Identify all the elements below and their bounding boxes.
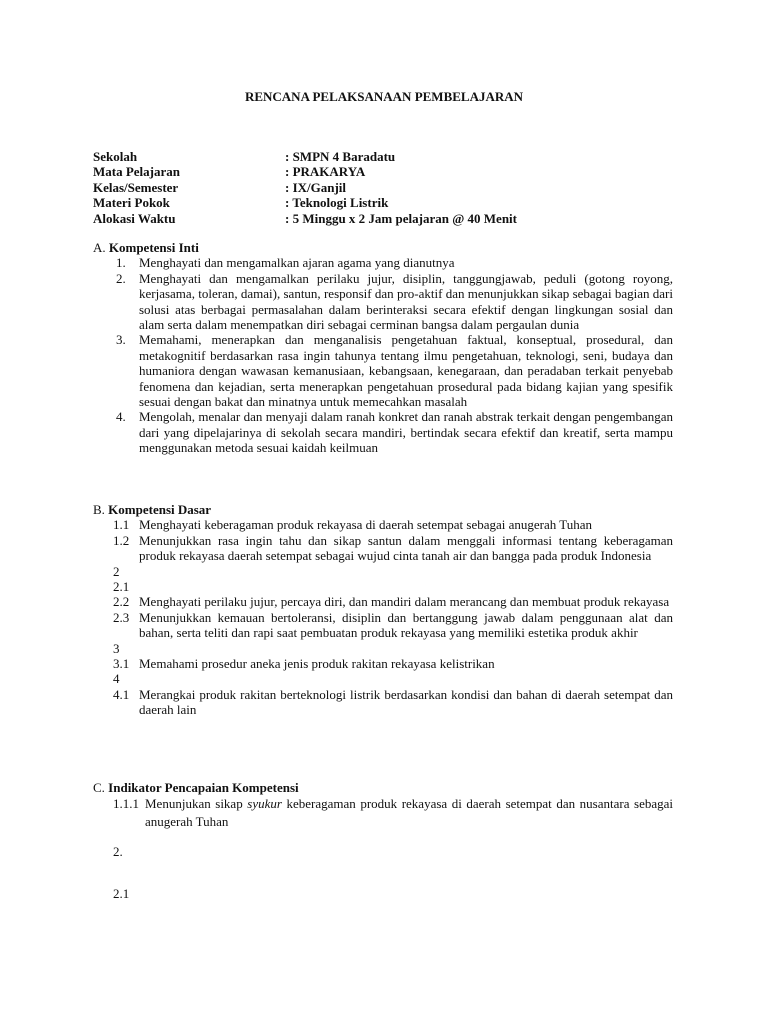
item-text: Merangkai produk rakitan berteknologi listrik berdasarkan kondisi dan bahan di daerah setempat dan daerah lain <box>139 686 673 718</box>
item-text: Menghayati keberagaman produk rekayasa di daerah setempat sebagai anugerah Tuhan <box>139 517 593 533</box>
item-text: Menghayati perilaku jujur, percaya diri, dan mandiri dalam merancang dan membuat produk rekayasa <box>139 594 670 610</box>
identity-block <box>93 149 517 226</box>
item-number: 3. <box>116 332 126 348</box>
item-text: Menunjukan sikap <box>145 796 248 812</box>
item-number: 2. <box>116 270 126 286</box>
info-value: : PRAKARYA <box>285 164 366 180</box>
info-value: : IX/Ganjil <box>285 179 347 195</box>
item-text-italic: syukur <box>247 796 282 812</box>
item-number: 3.1 <box>113 656 130 671</box>
list-item: 2.1 <box>113 885 130 901</box>
item-number: 1.1.1 <box>113 796 139 812</box>
item-text: Menghayati dan mengamalkan ajaran agama yang dianutnya <box>139 255 455 271</box>
item-text: Menunjukkan kemauan bertoleransi, disiplin dan bertanggung jawab dalam penggunaan alat dan bahan, serta teliti dan rapi saat pembuatan produk rekayasa yang memiliki estetika produk akhir <box>139 609 673 641</box>
list-item <box>93 610 673 641</box>
section-letter: A. <box>93 240 106 255</box>
list-item <box>93 255 673 270</box>
item-text: keberagaman produk rekayasa di daerah setempat dan nusantara sebagai anugerah Tuhan <box>145 796 674 830</box>
section-kompetensi-inti <box>93 240 673 456</box>
list-item <box>93 271 673 333</box>
item-text: Menghayati dan mengamalkan perilaku jujur, disiplin, tanggungjawab, peduli (gotong royong, kerjasama, toleran, damai), santun, responsif dan pro-aktif dan menunjukkan sikap sebagai bagian dari solusi atas berbagai permasalahan dalam berinteraksi secara efektif dengan lingkungan sosial dan alam serta dalam menempatkan diri sebagai cerminan bangsa dalam pergaulan dunia <box>139 270 673 333</box>
list-item <box>93 594 673 609</box>
item-text: Menunjukkan rasa ingin tahu dan sikap santun dalam menggali informasi tentang keberagaman produk rekayasa daerah setempat sebagai wujud cinta tanah air dan bangga pada produk Indonesia <box>139 532 673 564</box>
section-heading <box>93 780 673 795</box>
item-number: 4.1 <box>113 686 130 702</box>
section-letter: C. <box>93 780 105 795</box>
info-label: Kelas/Semester <box>93 179 179 195</box>
info-label: Materi Pokok <box>93 195 170 211</box>
info-value: : SMPN 4 Baradatu <box>285 149 396 164</box>
list-item <box>93 671 673 686</box>
list-item <box>93 795 673 831</box>
item-number: 2.3 <box>113 609 130 625</box>
info-row-alokasi-waktu <box>93 211 517 226</box>
section-heading <box>93 502 673 517</box>
info-row-mata-pelajaran <box>93 164 517 179</box>
item-text: Memahami, menerapkan dan menganalisis pengetahuan faktual, konseptual, prosedural, dan metakognitif berdasarkan rasa ingin tahunya tentang ilmu pengetahuan, teknologi, seni, budaya dan humaniora dengan wawasan kemanusiaan, kebangsaan, kenegaraan, dan peradaban terkait penyebab fenomena dan kejadian, serta menerapkan pengetahuan prosedural pada bidang kajian yang spesifik sesuai dengan bakat dan minatnya untuk memecahkan masalah <box>139 332 673 410</box>
info-label: Sekolah <box>93 149 138 164</box>
section-title: Kompetensi Inti <box>108 240 199 255</box>
list-item <box>93 656 673 671</box>
info-label: Mata Pelajaran <box>93 164 181 180</box>
info-row-sekolah <box>93 149 517 164</box>
item-number: 4. <box>116 409 126 425</box>
item-number: 1. <box>116 255 126 271</box>
list-item: 2. <box>113 844 123 860</box>
list-item <box>93 409 673 455</box>
item-text: Memahami prosedur aneka jenis produk rakitan rekayasa kelistrikan <box>139 656 495 671</box>
item-number: 2 <box>113 563 120 579</box>
section-indikator <box>93 780 673 901</box>
list-item <box>93 564 673 579</box>
section-title: Kompetensi Dasar <box>108 502 212 517</box>
info-row-kelas-semester <box>93 180 517 195</box>
section-title: Indikator Pencapaian Kompetensi <box>108 780 299 795</box>
list-item <box>93 517 673 532</box>
item-number: 3 <box>113 640 120 656</box>
list-item <box>93 332 673 409</box>
document-title: RENCANA PELAKSANAAN PEMBELAJARAN <box>244 89 524 104</box>
item-number: 2.2 <box>113 594 130 610</box>
list-item <box>93 641 673 656</box>
info-row-materi-pokok <box>93 195 517 210</box>
section-heading <box>93 240 673 255</box>
item-number: 2.1 <box>113 579 130 594</box>
section-letter: B. <box>93 502 105 517</box>
list-item <box>93 687 673 718</box>
list-item <box>93 533 673 564</box>
info-value: : Teknologi Listrik <box>285 195 389 211</box>
info-value: : 5 Minggu x 2 Jam pelajaran @ 40 Menit <box>285 210 517 226</box>
item-text: Mengolah, menalar dan menyaji dalam ranah konkret dan ranah abstrak terkait dengan pengembangan dari yang dipelajarinya di sekolah secara mandiri, bertindak secara efektif dan kreatif, serta mampu menggunakan metoda sesuai kaidah keilmuan <box>139 409 673 456</box>
list-item <box>93 579 673 594</box>
info-label: Alokasi Waktu <box>93 210 176 226</box>
item-number: 1.1 <box>113 517 130 533</box>
item-number: 1.2 <box>113 532 130 548</box>
section-kompetensi-dasar <box>93 502 673 718</box>
item-number: 4 <box>113 671 120 687</box>
